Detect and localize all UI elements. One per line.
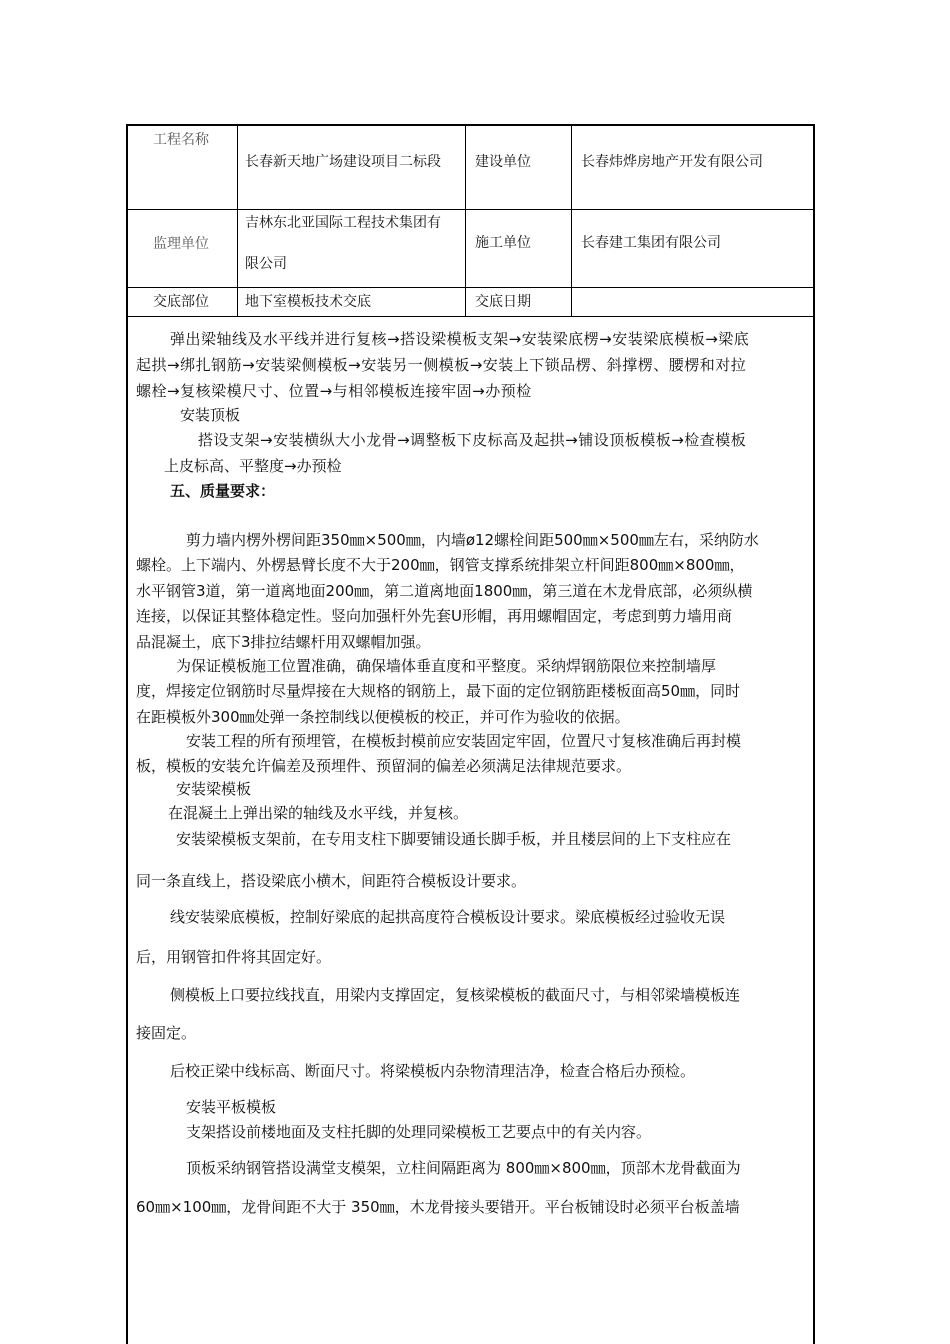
supervisor-value-line2: 限公司 (245, 256, 287, 272)
paragraph-line: 线安装梁底模板，控制好梁底的起拱高度符合模板设计要求。梁底模板经过验收无误 (170, 908, 726, 926)
quality-heading: 五、质量要求： (170, 482, 276, 500)
date-label: 交底日期 (475, 294, 531, 310)
builder-value: 长春炜烨房地产开发有限公司 (581, 154, 763, 170)
paragraph-line: 安装梁模板支架前，在专用支柱下脚要铺设通长脚手板，并且楼层间的上下支柱应在 (176, 830, 732, 848)
table-rule (126, 209, 815, 210)
project-name-label: 工程名称 (153, 132, 209, 148)
section-heading: 安装顶板 (180, 406, 241, 424)
table-rule (126, 287, 815, 288)
contractor-label: 施工单位 (475, 235, 531, 251)
supervisor-value-line1: 吉林东北亚国际工程技术集团有 (245, 215, 441, 231)
paragraph-line: 接固定。 (136, 1024, 197, 1042)
paragraph-line: 度，焊接定位钢筋时尽量焊接在大规格的钢筋上，最下面的定位钢筋距楼板面高50㎜，同时 (136, 682, 741, 700)
builder-label: 建设单位 (475, 154, 531, 170)
paragraph-line: 顶板采纳钢管搭设满堂支模架，立柱间隔距离为 800㎜×800㎜，顶部木龙骨截面为 (186, 1159, 741, 1177)
process-line: 搭设支架→安装横纵大小龙骨→调整板下皮标高及起拱→铺设顶板模板→检查模板 (198, 431, 747, 449)
section-heading: 安装平板模板 (186, 1098, 277, 1116)
project-name-value: 长春新天地广场建设项目二标段 (245, 154, 441, 170)
paragraph-line: 支架搭设前楼地面及支柱托脚的处理同梁模板工艺要点中的有关内容。 (186, 1123, 652, 1141)
part-value: 地下室模板技术交底 (245, 294, 371, 310)
paragraph-line: 剪力墙内楞外楞间距350㎜×500㎜，内墙ø12螺栓间距500㎜×500㎜左右，采纳防水 (186, 531, 759, 549)
paragraph-line: 为保证模板施工位置准确，确保墙体垂直度和平整度。采纳焊钢筋限位来控制墙厚 (176, 657, 717, 675)
table-rule (237, 124, 238, 317)
paragraph-line: 60㎜×100㎜，龙骨间距不大于 350㎜，木龙骨接头要错开。平台板铺设时必须平台板盖墙 (136, 1198, 740, 1216)
paragraph-line: 水平钢管3道，第一道离地面200㎜，第二道离地面1800㎜，第三道在木龙骨底部，必须纵横 (136, 582, 753, 600)
paragraph-line: 品混凝土，底下3排拉结螺杆用双螺帽加强。 (136, 633, 431, 651)
section-heading: 安装梁模板 (176, 780, 252, 798)
paragraph-line: 连接，以保证其整体稳定性。竖向加强杆外先套U形帽，再用螺帽固定，考虑到剪力墙用商 (136, 607, 732, 625)
paragraph-line: 后，用钢管扣件将其固定好。 (136, 948, 332, 966)
paragraph-line: 后校正梁中线标高、断面尺寸。将梁模板内杂物清理洁净，检查合格后办预检。 (170, 1062, 696, 1080)
contractor-value: 长春建工集团有限公司 (581, 235, 721, 251)
process-line: 螺栓→复核梁模尺寸、位置→与相邻模板连接牢固→办预检 (136, 382, 532, 400)
table-rule (126, 316, 815, 317)
process-line: 弹出梁轴线及水平线并进行复核→搭设梁模板支架→安装梁底楞→安装梁底模板→梁底 (170, 330, 750, 348)
paragraph-line: 板，模板的安装允许偏差及预埋件、预留洞的偏差必须满足法律规范要求。 (136, 757, 632, 775)
paragraph-line: 侧模板上口要拉线找直，用梁内支撑固定，复核梁模板的截面尺寸，与相邻梁墙模板连 (170, 986, 741, 1004)
process-line: 起拱→绑扎钢筋→安装梁侧模板→安装另一侧模板→安装上下锁品楞、斜撑楞、腰楞和对拉 (136, 356, 747, 374)
supervisor-label: 监理单位 (153, 236, 209, 252)
process-line: 上皮标高、平整度→办预检 (164, 457, 342, 475)
paragraph-line: 安装工程的所有预埋管，在模板封模前应安装固定牢固，位置尺寸复核准确后再封模 (186, 732, 742, 750)
part-label: 交底部位 (153, 294, 209, 310)
paragraph-line: 同一条直线上，搭设梁底小横木，间距符合模板设计要求。 (136, 872, 527, 890)
table-rule (571, 124, 572, 317)
table-rule (465, 124, 466, 317)
paragraph-line: 螺栓。上下端内、外楞悬臂长度不大于200㎜，钢管支撑系统排架立杆间距800㎜×800㎜， (136, 556, 745, 574)
paragraph-line: 在距模板外300㎜处弹一条控制线以便模板的校正，并可作为验收的依据。 (136, 708, 630, 726)
paragraph-line: 在混凝土上弹出梁的轴线及水平线，并复核。 (168, 804, 469, 822)
